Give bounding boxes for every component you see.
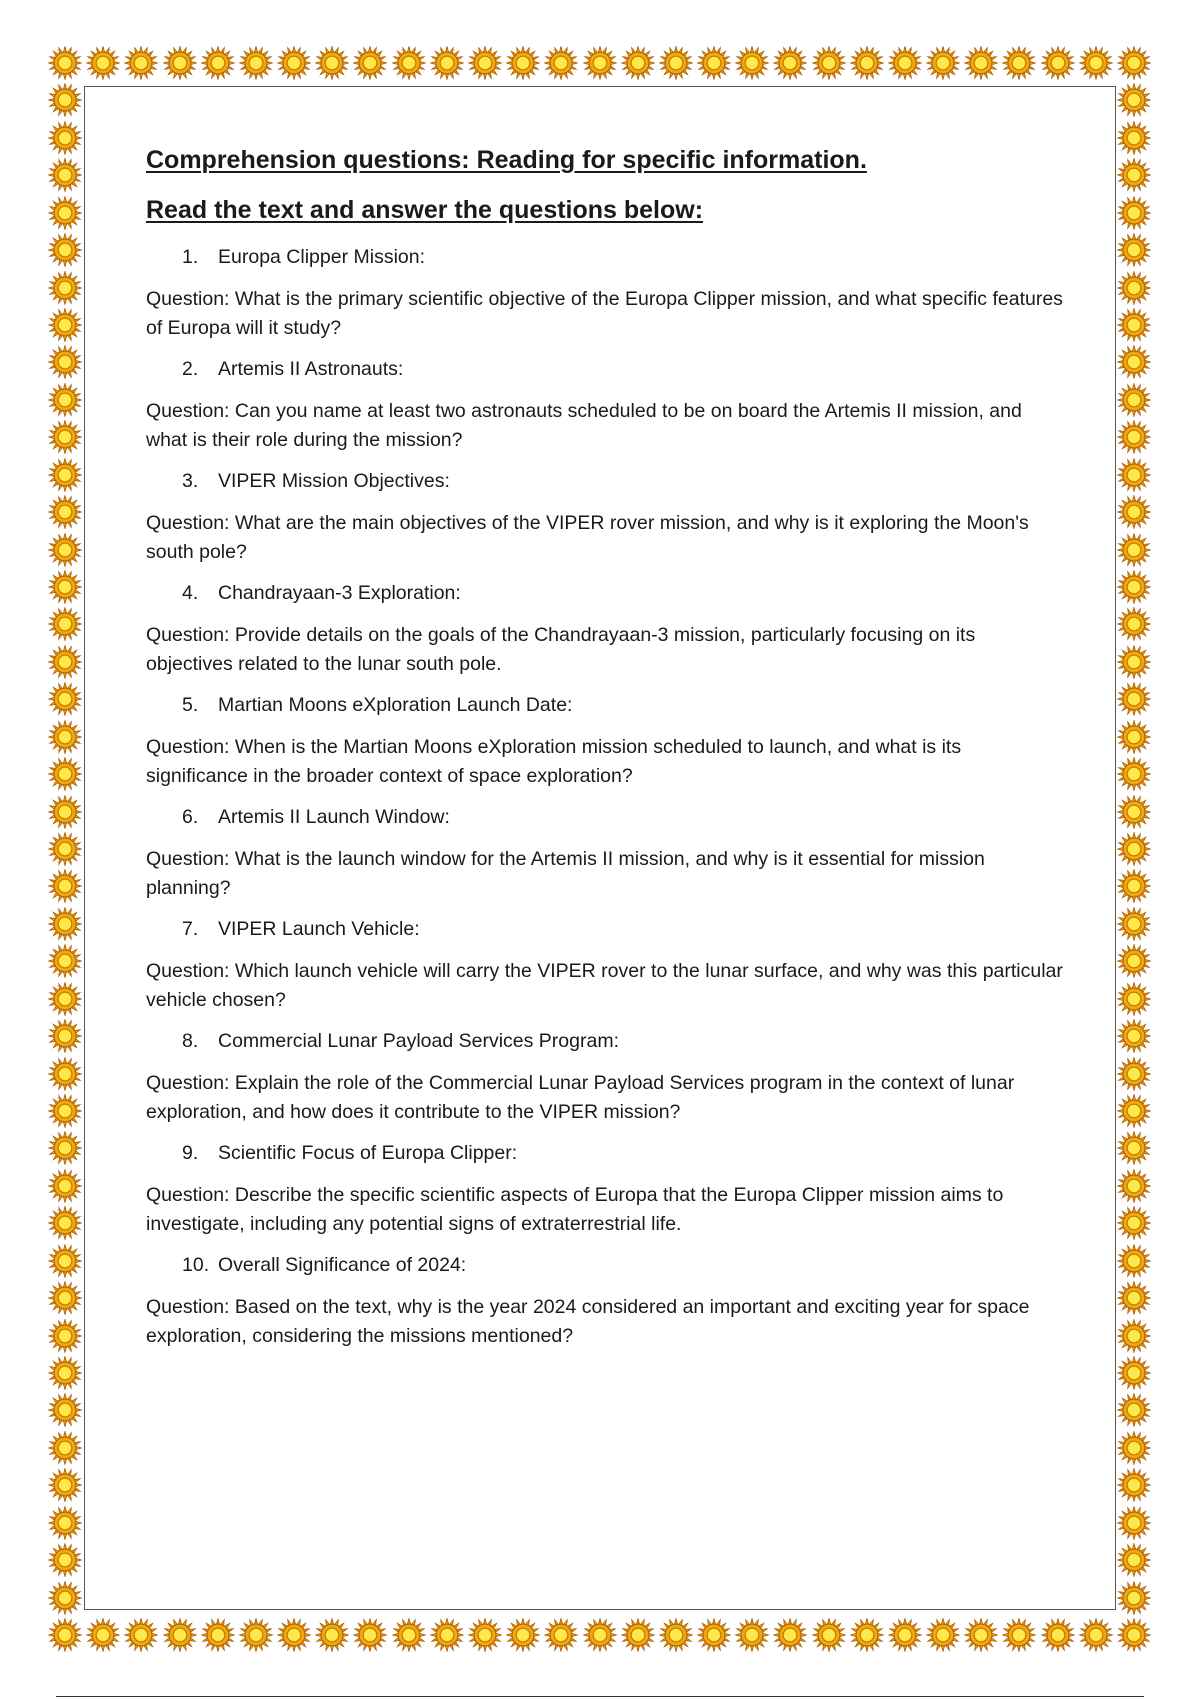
sun-icon — [430, 1618, 464, 1652]
sun-icon — [1117, 757, 1151, 791]
sun-icon — [48, 1581, 82, 1615]
sun-icon — [506, 46, 540, 80]
question-item — [146, 355, 1076, 455]
question-topic — [182, 1139, 1076, 1167]
sun-icon — [48, 196, 82, 230]
sun-icon — [1117, 1281, 1151, 1315]
sun-icon — [48, 46, 82, 80]
question-number: 8. — [182, 1030, 199, 1052]
question-text: Question: Describe the specific scientific aspects of Europa that the Europa Clipper mission aims to investigate, including any potential signs of extraterrestrial life. — [146, 1184, 1004, 1235]
sun-icon — [1117, 720, 1151, 754]
sun-icon — [1117, 1356, 1151, 1390]
sun-icon — [48, 383, 82, 417]
sun-icon — [1117, 233, 1151, 267]
sun-icon — [1117, 1244, 1151, 1278]
sun-icon — [1117, 982, 1151, 1016]
sun-icon — [48, 308, 82, 342]
sun-icon — [544, 1618, 578, 1652]
sun-icon — [1117, 1019, 1151, 1053]
sun-icon — [621, 1618, 655, 1652]
question-number: 10. — [182, 1254, 210, 1276]
worksheet-instructions: Read the text and answer the questions below: — [146, 196, 704, 224]
sun-icon — [1117, 832, 1151, 866]
sun-icon — [48, 1281, 82, 1315]
sun-icon — [48, 1094, 82, 1128]
sun-icon — [353, 1618, 387, 1652]
sun-icon — [964, 46, 998, 80]
sun-icon — [697, 46, 731, 80]
sun-icon — [48, 1618, 82, 1652]
question-number: 2. — [182, 358, 199, 380]
sun-icon — [1117, 1543, 1151, 1577]
sun-icon — [163, 1618, 197, 1652]
question-text: Question: When is the Martian Moons eXploration mission scheduled to launch, and what is its significance in the broader context of space exploration? — [146, 736, 962, 787]
question-text: Question: Can you name at least two astronauts scheduled to be on board the Artemis II mission, and what is their role during the mission? — [146, 400, 1022, 451]
sun-icon — [773, 46, 807, 80]
sun-icon — [1117, 158, 1151, 192]
sun-icon — [1117, 83, 1151, 117]
sun-icon — [48, 533, 82, 567]
sun-icon — [1079, 46, 1113, 80]
sun-icon — [1117, 869, 1151, 903]
sun-icon — [201, 1618, 235, 1652]
sun-icon — [315, 1618, 349, 1652]
question-topic — [182, 1251, 1076, 1279]
question-topic-label: Chandrayaan-3 Exploration: — [218, 582, 461, 604]
question-list — [146, 243, 1076, 1351]
question-topic-label: Artemis II Launch Window: — [218, 806, 450, 828]
question-item — [146, 915, 1076, 1015]
sun-icon — [850, 1618, 884, 1652]
question-item — [146, 1027, 1076, 1127]
question-topic-label: Scientific Focus of Europa Clipper: — [218, 1142, 518, 1164]
sun-icon — [1041, 1618, 1075, 1652]
sun-icon — [48, 83, 82, 117]
question-topic-label: VIPER Mission Objectives: — [218, 470, 450, 492]
sun-icon — [48, 1206, 82, 1240]
sun-icon — [1117, 271, 1151, 305]
sun-icon — [1117, 495, 1151, 529]
sun-icon — [48, 1057, 82, 1091]
sun-icon — [1117, 1431, 1151, 1465]
sun-icon — [735, 1618, 769, 1652]
sun-icon — [48, 570, 82, 604]
question-text: Question: Provide details on the goals of the Chandrayaan-3 mission, particularly focusing on its objectives related to the lunar south pole. — [146, 624, 976, 675]
sun-icon — [48, 345, 82, 379]
sun-icon — [48, 1319, 82, 1353]
sun-icon — [48, 682, 82, 716]
question-item — [146, 691, 1076, 791]
question-text: Question: What are the main objectives of the VIPER rover mission, and why is it exploring the Moon's south pole? — [146, 512, 1029, 563]
sun-icon — [48, 907, 82, 941]
sun-icon — [850, 46, 884, 80]
sun-icon — [48, 1169, 82, 1203]
sun-icon — [1117, 121, 1151, 155]
sun-icon — [1117, 46, 1151, 80]
sun-icon — [1002, 46, 1036, 80]
sun-icon — [1117, 1206, 1151, 1240]
question-number: 1. — [182, 246, 199, 268]
sun-icon — [1117, 682, 1151, 716]
sun-icon — [48, 1244, 82, 1278]
question-topic-label: Overall Significance of 2024: — [218, 1254, 467, 1276]
sun-icon — [48, 1468, 82, 1502]
question-topic-label: VIPER Launch Vehicle: — [218, 918, 420, 940]
sun-icon — [315, 46, 349, 80]
sun-icon — [48, 420, 82, 454]
question-number: 7. — [182, 918, 199, 940]
sun-icon — [353, 46, 387, 80]
sun-icon — [48, 1393, 82, 1427]
sun-icon — [48, 233, 82, 267]
sun-icon — [812, 46, 846, 80]
sun-icon — [48, 158, 82, 192]
sun-icon — [1079, 1618, 1113, 1652]
sun-icon — [48, 1356, 82, 1390]
sun-icon — [812, 1618, 846, 1652]
sun-icon — [1117, 308, 1151, 342]
question-text: Question: Which launch vehicle will carry the VIPER rover to the lunar surface, and why was this particular vehicle chosen? — [146, 960, 1063, 1011]
sun-icon — [1117, 1057, 1151, 1091]
sun-icon — [48, 944, 82, 978]
sun-icon — [888, 46, 922, 80]
question-topic-label: Commercial Lunar Payload Services Program: — [218, 1030, 619, 1052]
sun-icon — [163, 46, 197, 80]
sun-icon — [201, 46, 235, 80]
question-item — [146, 1251, 1076, 1351]
question-topic — [182, 355, 1076, 383]
sun-icon — [773, 1618, 807, 1652]
sun-icon — [86, 1618, 120, 1652]
sun-icon — [1117, 1131, 1151, 1165]
sun-icon — [1117, 420, 1151, 454]
sun-icon — [659, 1618, 693, 1652]
sun-icon — [1117, 1319, 1151, 1353]
sun-icon — [48, 982, 82, 1016]
sun-icon — [1041, 46, 1075, 80]
sun-icon — [468, 1618, 502, 1652]
sun-icon — [48, 495, 82, 529]
sun-icon — [48, 1431, 82, 1465]
sun-icon — [48, 1543, 82, 1577]
question-topic — [182, 803, 1076, 831]
sun-icon — [277, 1618, 311, 1652]
sun-icon — [926, 1618, 960, 1652]
sun-icon — [48, 1019, 82, 1053]
sun-icon — [506, 1618, 540, 1652]
sun-icon — [392, 1618, 426, 1652]
sun-icon — [1117, 1169, 1151, 1203]
question-item — [146, 1139, 1076, 1239]
question-number: 9. — [182, 1142, 199, 1164]
sun-icon — [48, 869, 82, 903]
sun-icon — [239, 46, 273, 80]
sun-icon — [48, 1506, 82, 1540]
sun-icon — [1117, 944, 1151, 978]
question-topic-label: Artemis II Astronauts: — [218, 358, 404, 380]
sun-icon — [735, 46, 769, 80]
sun-icon — [1117, 1094, 1151, 1128]
sun-icon — [48, 1131, 82, 1165]
worksheet-content — [146, 145, 1076, 1363]
sun-icon — [583, 1618, 617, 1652]
sun-icon — [48, 795, 82, 829]
sun-icon — [1117, 196, 1151, 230]
sun-icon — [1117, 645, 1151, 679]
sun-icon — [1117, 1506, 1151, 1540]
question-topic — [182, 467, 1076, 495]
sun-icon — [86, 46, 120, 80]
question-number: 3. — [182, 470, 199, 492]
sun-icon — [964, 1618, 998, 1652]
question-topic — [182, 243, 1076, 271]
question-topic-label: Europa Clipper Mission: — [218, 246, 426, 268]
sun-icon — [1117, 383, 1151, 417]
sun-icon — [926, 46, 960, 80]
sun-icon — [697, 1618, 731, 1652]
sun-icon — [1117, 1581, 1151, 1615]
sun-icon — [277, 46, 311, 80]
sun-icon — [888, 1618, 922, 1652]
sun-icon — [1117, 907, 1151, 941]
question-topic — [182, 691, 1076, 719]
sun-icon — [48, 607, 82, 641]
sun-icon — [1002, 1618, 1036, 1652]
question-item — [146, 467, 1076, 567]
sun-icon — [1117, 1468, 1151, 1502]
sun-icon — [48, 121, 82, 155]
question-item — [146, 579, 1076, 679]
sun-icon — [1117, 795, 1151, 829]
question-number: 4. — [182, 582, 199, 604]
question-topic — [182, 915, 1076, 943]
sun-icon — [48, 757, 82, 791]
question-text: Question: Explain the role of the Commercial Lunar Payload Services program in the context of lunar exploration, and how does it contribute to the VIPER mission? — [146, 1072, 1015, 1123]
worksheet-title: Comprehension questions: Reading for specific information. — [146, 146, 867, 174]
sun-icon — [583, 46, 617, 80]
sun-icon — [544, 46, 578, 80]
sun-icon — [392, 46, 426, 80]
question-text: Question: What is the launch window for the Artemis II mission, and why is it essential for mission planning? — [146, 848, 985, 899]
question-text: Question: What is the primary scientific objective of the Europa Clipper mission, and what specific features of Europa will it study? — [146, 288, 1063, 339]
sun-icon — [659, 46, 693, 80]
sun-icon — [1117, 1618, 1151, 1652]
sun-icon — [48, 832, 82, 866]
question-number: 5. — [182, 694, 199, 716]
sun-icon — [48, 458, 82, 492]
sun-icon — [124, 46, 158, 80]
sun-icon — [124, 1618, 158, 1652]
question-topic — [182, 1027, 1076, 1055]
sun-icon — [430, 46, 464, 80]
sun-icon — [1117, 458, 1151, 492]
sun-icon — [239, 1618, 273, 1652]
question-text: Question: Based on the text, why is the year 2024 considered an important and exciting year for space exploration, considering the missions mentioned? — [146, 1296, 1030, 1347]
sun-icon — [1117, 607, 1151, 641]
sun-icon — [621, 46, 655, 80]
question-number: 6. — [182, 806, 199, 828]
question-item — [146, 803, 1076, 903]
sun-icon — [1117, 345, 1151, 379]
sun-icon — [48, 645, 82, 679]
sun-icon — [1117, 570, 1151, 604]
sun-icon — [48, 271, 82, 305]
question-topic-label: Martian Moons eXploration Launch Date: — [218, 694, 573, 716]
sun-icon — [1117, 1393, 1151, 1427]
sun-icon — [48, 720, 82, 754]
sun-icon — [468, 46, 502, 80]
sun-icon — [1117, 533, 1151, 567]
footer-divider — [56, 1696, 1144, 1697]
question-item — [146, 243, 1076, 343]
question-topic — [182, 579, 1076, 607]
